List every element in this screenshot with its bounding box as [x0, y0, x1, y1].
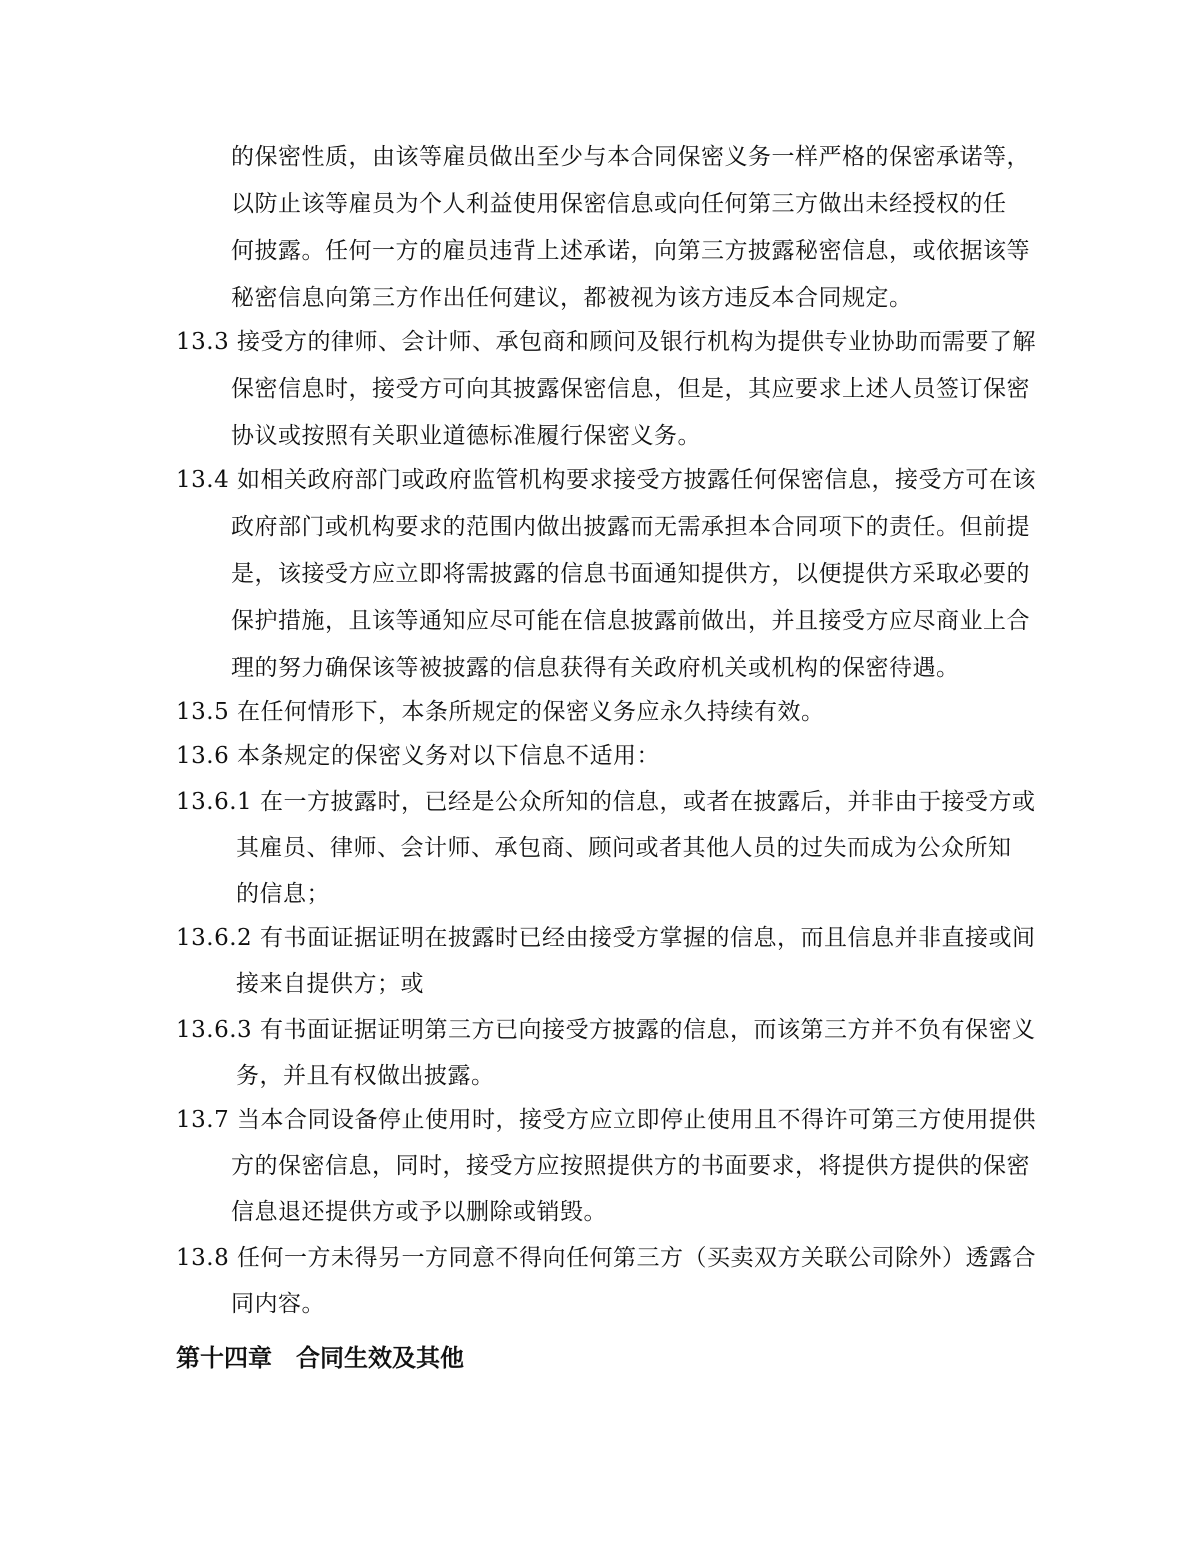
text-line: 的保密性质，由该等雇员做出至少与本合同保密义务一样严格的保密承诺等，: [231, 144, 1030, 170]
clause-13-4: 13.4 如相关政府部门或政府监管机构要求接受方披露任何保密信息，接受方可在该: [176, 467, 1037, 493]
clause-13-6: 13.6 本条规定的保密义务对以下信息不适用：: [176, 743, 661, 769]
chapter-heading: [176, 1341, 464, 1375]
text-line: 保护措施，且该等通知应尽可能在信息披露前做出，并且接受方应尽商业上合: [231, 608, 1030, 634]
text-line: 接来自提供方；或: [236, 971, 424, 997]
text-line: 协议或按照有关职业道德标准履行保密义务。: [231, 423, 701, 449]
chapter-number: 第十四章: [176, 1344, 272, 1372]
text-line: 同内容。: [231, 1291, 325, 1317]
text-line: 的信息；: [236, 881, 330, 907]
text-line: 以防止该等雇员为个人利益使用保密信息或向任何第三方做出未经授权的任: [231, 191, 1007, 217]
text-line: 保密信息时，接受方可向其披露保密信息，但是，其应要求上述人员签订保密: [231, 376, 1030, 402]
text-line: 其雇员、律师、会计师、承包商、顾问或者其他人员的过失而成为公众所知: [236, 835, 1012, 861]
text-line: 理的努力确保该等被披露的信息获得有关政府机关或机构的保密待遇。: [231, 655, 960, 681]
text-line: 信息退还提供方或予以删除或销毁。: [231, 1199, 607, 1225]
clause-13-3: 13.3 接受方的律师、会计师、承包商和顾问及银行机构为提供专业协助而需要了解: [176, 329, 1037, 355]
clause-13-6-3: 13.6.3 有书面证据证明第三方已向接受方披露的信息，而该第三方并不负有保密义: [176, 1017, 1036, 1043]
clause-13-7: 13.7 当本合同设备停止使用时，接受方应立即停止使用且不得许可第三方使用提供: [176, 1107, 1037, 1133]
text-line: 何披露。任何一方的雇员违背上述承诺，向第三方披露秘密信息，或依据该等: [231, 238, 1030, 264]
text-line: 方的保密信息，同时，接受方应按照提供方的书面要求，将提供方提供的保密: [231, 1153, 1030, 1179]
text-line: 务，并且有权做出披露。: [236, 1063, 495, 1089]
clause-13-8: 13.8 任何一方未得另一方同意不得向任何第三方（买卖双方关联公司除外）透露合: [176, 1245, 1037, 1271]
chapter-title: 合同生效及其他: [296, 1344, 464, 1372]
text-line: 秘密信息向第三方作出任何建议，都被视为该方违反本合同规定。: [231, 285, 913, 311]
clause-13-5: 13.5 在任何情形下，本条所规定的保密义务应永久持续有效。: [176, 699, 825, 725]
clause-13-6-1: 13.6.1 在一方披露时，已经是公众所知的信息，或者在披露后，并非由于接受方或: [176, 789, 1036, 815]
clause-13-6-2: 13.6.2 有书面证据证明在披露时已经由接受方掌握的信息，而且信息并非直接或间: [176, 925, 1036, 951]
text-line: 政府部门或机构要求的范围内做出披露而无需承担本合同项下的责任。但前提: [231, 514, 1030, 540]
text-line: 是，该接受方应立即将需披露的信息书面通知提供方，以便提供方采取必要的: [231, 561, 1030, 587]
